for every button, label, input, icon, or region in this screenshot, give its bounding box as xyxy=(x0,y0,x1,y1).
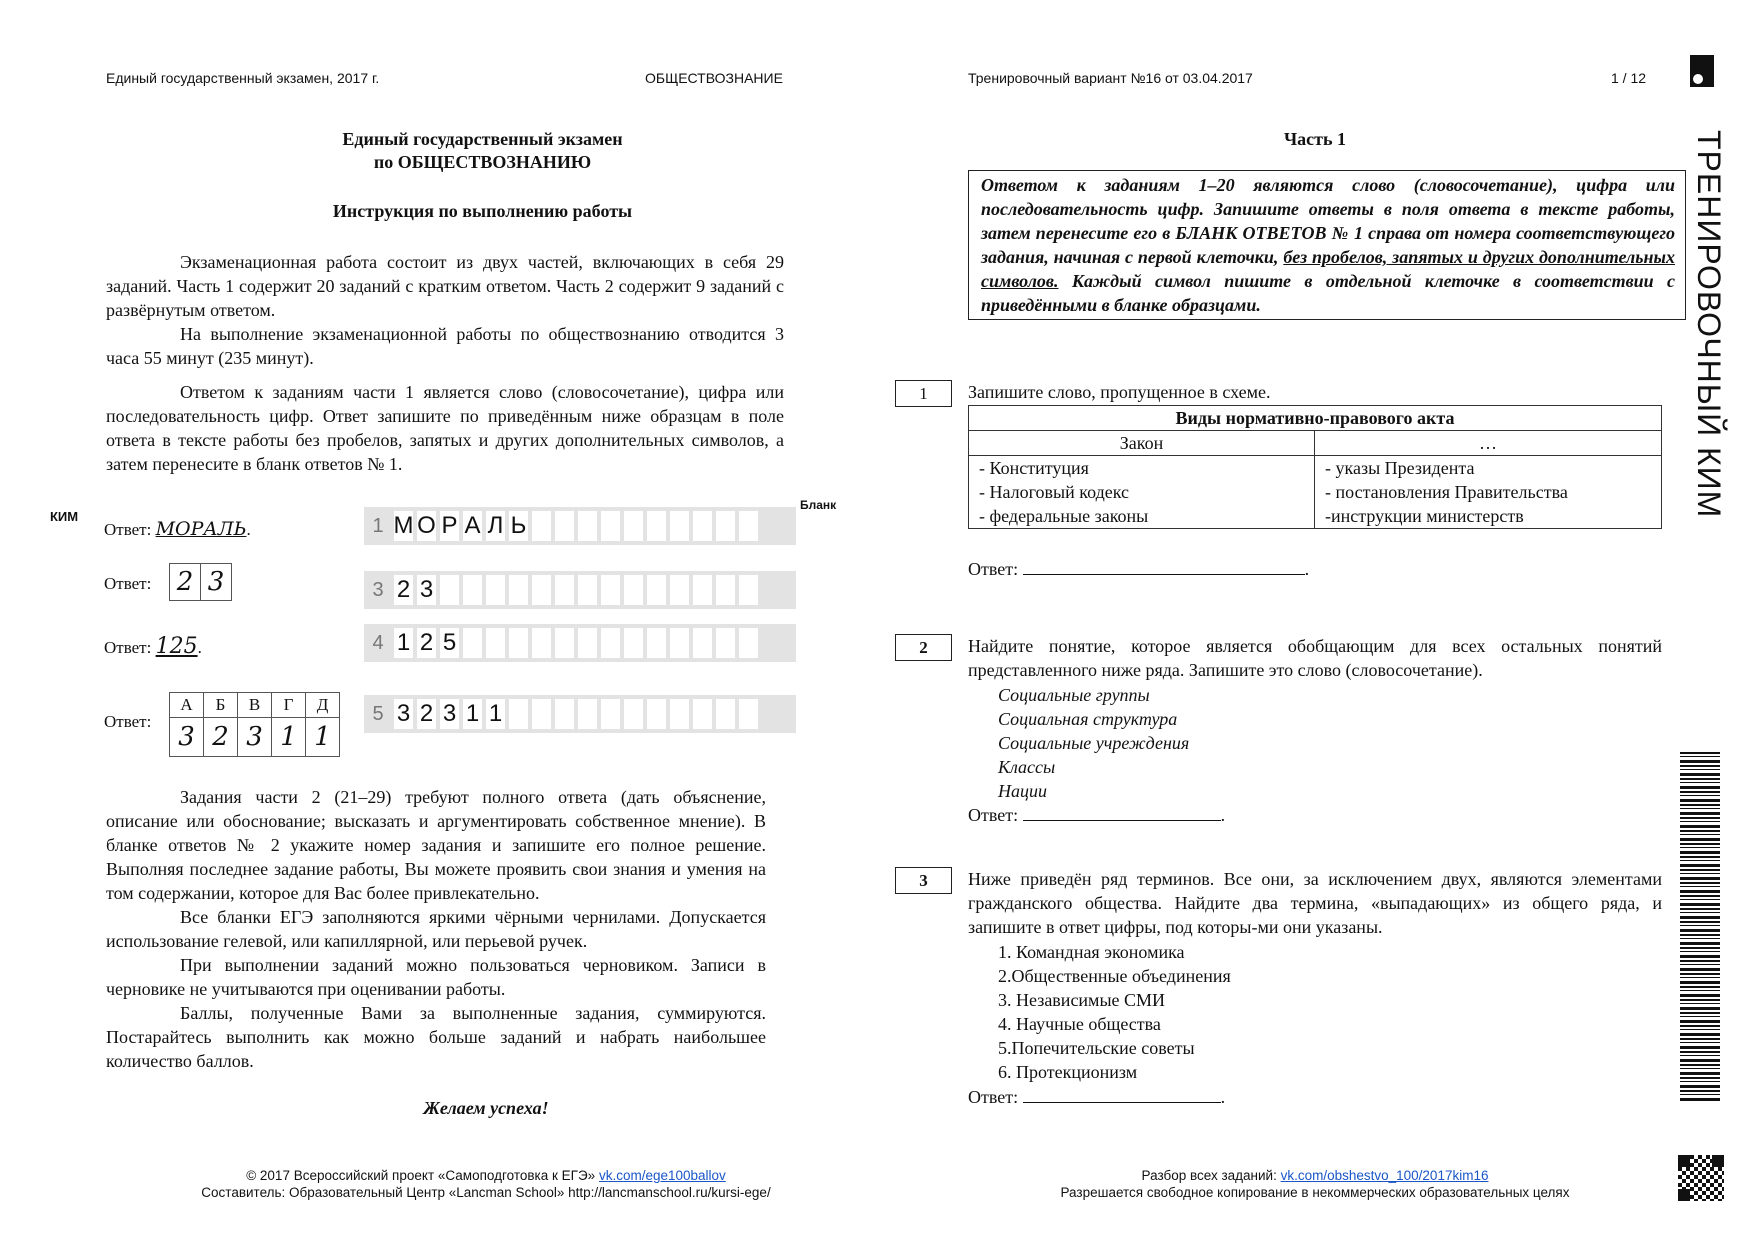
instruction-title: Инструкция по выполнению работы xyxy=(332,201,633,221)
footer-link-vk-obshestvo[interactable]: vk.com/obshestvo_100/2017kim16 xyxy=(1280,1168,1489,1183)
barcode-icon xyxy=(1680,752,1720,1102)
qr-code-icon xyxy=(1678,1155,1724,1201)
footer-link-vk-ege100ballov[interactable]: vk.com/ege100ballov xyxy=(598,1168,726,1183)
blank-sample-row-4: 4 1 2 5 xyxy=(364,624,796,662)
question-3-terms: 1. Командная экономика 2.Общественные объединения 3. Независимые СМИ 4. Научные общества 5.Попечительские советы 6. Протекционизм xyxy=(998,942,1231,1082)
question-2-answer: Ответ: . xyxy=(968,802,1225,827)
exam-title: Единый государственный экзамен по ОБЩЕСТВОЗНАНИЮ xyxy=(342,129,623,172)
example-answer-3: Ответ: 125. xyxy=(104,634,202,659)
header-subject: ОБЩЕСТВОЗНАНИЕ xyxy=(645,70,783,86)
question-3-answer: Ответ: . xyxy=(968,1084,1225,1109)
vertical-training-label: ТРЕНИРОВОЧНЫЙ КИМ xyxy=(1691,130,1727,519)
kim-label: КИМ xyxy=(50,509,79,524)
blank-sample-row-3: 3 2 3 xyxy=(364,571,796,609)
question-3-text: Ниже приведён ряд терминов. Все они, за исключением двух, являются элементами гражданского общества. Найдите два термина, «выпадающих» из общего ряда, и запишите в ответ цифры, под которы-ми они указаны. xyxy=(968,869,1662,937)
answer-field-1[interactable] xyxy=(1023,556,1305,575)
answer-field-2[interactable] xyxy=(1023,802,1221,821)
footer-right: Разбор всех заданий: vk.com/obshestvo_100/2017kim16 Разрешается свободное копирование в некоммерческих образовательных целях xyxy=(1060,1168,1570,1200)
example-answer-label-4: Ответ: xyxy=(104,712,152,731)
header-variant: Тренировочный вариант №16 от 03.04.2017 xyxy=(968,70,1253,86)
instruction-text-top: Экзаменационная работа состоит из двух частей, включающих в себя 29 заданий. Часть 1 содержит 20 заданий с кратким ответом. Часть 2 содержит 9 заданий с развёрнутым ответом. На выполнение экзаменационной работы по обществознанию отводится 3 часа 55 минут (235 минут). Ответом к заданиям части 1 является слово (словосочетание), цифра или последовательность цифр. Ответ запишите по приведённым ниже образцам в поле ответа в тексте работы без пробелов, запятых и других дополнительных символов, а затем перенесите в бланк ответов № 1. xyxy=(106,252,784,474)
footer-left: © 2017 Всероссийский проект «Самоподготовка к ЕГЭ» vk.com/ege100ballov Составитель: Образовательный Центр «Lancman School» http://lancmanschool.ru/kursi-ege/ xyxy=(201,1168,771,1200)
example-answer-grid-2: 2 3 xyxy=(169,563,232,601)
question-number-1: 1 xyxy=(895,380,952,407)
question-number-2: 2 xyxy=(895,634,952,661)
example-answer-1: Ответ: МОРАЛЬ. xyxy=(104,518,251,540)
question-1-answer: Ответ: . xyxy=(968,556,1309,581)
question-number-3: 3 xyxy=(895,867,952,894)
blank-label: Бланк xyxy=(800,498,837,512)
blank-sample-row-1: 1 М О Р А Л Ь xyxy=(364,507,796,545)
header-page-number: 1 / 12 xyxy=(1611,70,1647,86)
example-answer-label-2: Ответ: xyxy=(104,574,152,593)
instruction-text-bottom: Задания части 2 (21–29) требуют полного ответа (дать объяснение, описание или обоснование; высказать и аргументировать собственное мнение). В бланке ответов № 2 укажите номер задания и запишите его полное решение. Выполняя последнее задание работы, Вы можете проявить свои знания и умения на том содержании, которое для Вас более привлекательно. Все бланки ЕГЭ заполняются яркими чёрными чернилами. Допускается использование гелевой, или капиллярной, или перьевой ручек. При выполнении заданий можно пользоваться черновиком. Записи в черновике не учитываются при оценивании работы. Баллы, полученные Вами за выполненные задания, суммируются. Постарайтесь выполнить как можно больше заданий и набрать наибольшее количество баллов. xyxy=(106,787,766,1071)
good-luck-wish: Желаем успеха! xyxy=(423,1098,549,1118)
blank-sample-row-5: 5 3 2 3 1 1 xyxy=(364,695,796,733)
answer-field-3[interactable] xyxy=(1023,1084,1221,1103)
part-1-instruction-box: Ответом к заданиям 1–20 являются слово (словосочетание), цифра или последовательность цифр. Запишите ответы в поля ответа в тексте работы, затем перенесите его в БЛАНК ОТВЕТОВ № 1 справа от номера соответствующего задания, начиная с первой клеточки, без пробелов, запятых и других дополнительных символов. Каждый символ пишите в отдельной клеточке в соответствии с приведёнными в бланке образцами. xyxy=(968,170,1686,320)
question-1-scheme-table: Виды нормативно-правового акта Закон … - Конституция - Налоговый кодекс - федеральные законы - указы Президента - постановления Правительства -инструкции министерств xyxy=(968,405,1662,529)
header-exam-title: Единый государственный экзамен, 2017 г. xyxy=(106,70,380,86)
question-2-text: Найдите понятие, которое является обобщающим для всех остальных понятий представленного ниже ряда. Запишите это слово (словосочетание). xyxy=(968,636,1662,680)
question-2-terms: Социальные группы Социальная структура Социальные учреждения Классы Нации xyxy=(998,685,1190,801)
question-1-text: Запишите слово, пропущенное в схеме. xyxy=(968,382,1271,402)
example-answer-table-4: А Б В Г Д 3 2 3 1 1 xyxy=(169,692,340,757)
part-1-title: Часть 1 xyxy=(1283,129,1347,149)
corner-marker-icon xyxy=(1690,55,1714,87)
